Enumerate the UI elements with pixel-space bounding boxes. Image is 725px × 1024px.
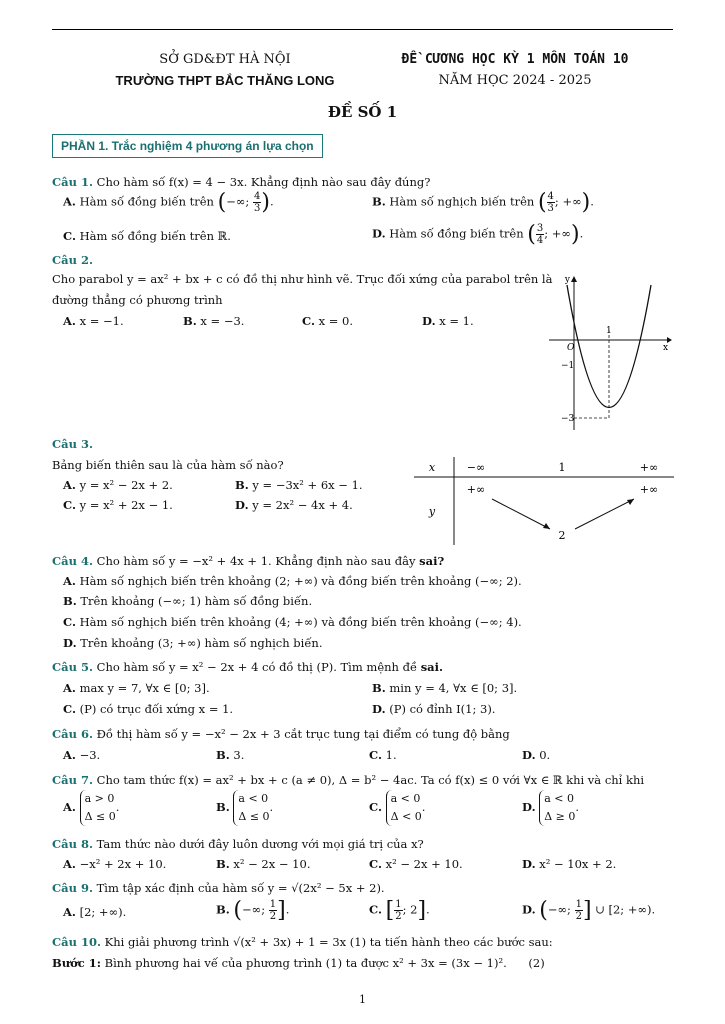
decrease-arrow — [492, 499, 550, 529]
q1-option-a: A. Hàm số đồng biến trên (−∞; $\frac{4}{3}$ ). — [63, 190, 274, 215]
q2-text-line-2: đường thẳng có phương trình — [52, 293, 223, 307]
q3-option-d: D. y = 2x² − 4x + 4. — [235, 498, 353, 512]
origin-label: O — [567, 343, 575, 353]
q2-option-d: D. x = 1. — [422, 314, 474, 328]
q1-option-b: B. Hàm số nghịch biến trên ( $\frac{4}{3}$ ; +∞). — [372, 190, 594, 215]
q4-option-a: A. Hàm số nghịch biến trên khoảng (2; +∞) và đồng biến trên khoảng (−∞; 2). — [63, 574, 522, 588]
question-1 — [52, 175, 430, 189]
increase-arrow — [575, 499, 634, 529]
q4-option-c: C. Hàm số nghịch biến trên khoảng (4; +∞) và đồng biến trên khoảng (−∞; 4). — [63, 615, 522, 629]
q5-option-d: D. (P) có đỉnh I(1; 3). — [372, 702, 496, 716]
q7-option-b: B. a < 0 Δ ≤ 0. — [216, 790, 273, 826]
q8-option-b: B. x² − 2x − 10. — [216, 857, 311, 871]
q7-option-c: C. a < 0 Δ < 0. — [369, 790, 425, 826]
tick-label-minus-3: −3 — [561, 414, 575, 424]
part-heading: PHẦN 1. Trắc nghiệm 4 phương án lựa chọn — [52, 134, 323, 158]
table-y-label: y — [428, 505, 436, 518]
top-rule — [52, 29, 673, 30]
q4-option-d: D. Trên khoảng (3; +∞) hàm số nghịch biến. — [63, 636, 323, 650]
q8-option-a: A. −x² + 2x + 10. — [63, 857, 167, 871]
question-label: Câu 3. — [52, 437, 93, 451]
question-text: Cho hàm số f(x) = 4 − 3x. Khẳng định nào sau đây đúng? — [96, 175, 431, 189]
school-name: TRƯỜNG THPT BẮC THĂNG LONG — [115, 73, 335, 88]
q2-option-c: C. x = 0. — [302, 314, 354, 328]
table-minus-infinity: −∞ — [466, 461, 486, 474]
department-name: SỞ GD&ĐT HÀ NỘI — [159, 52, 291, 67]
q4-option-b: B. Trên khoảng (−∞; 1) hàm số đồng biến. — [63, 594, 313, 608]
table-x-label: x — [428, 461, 436, 474]
question-9: Câu 9. Tìm tập xác định của hàm số y = √(2x² − 5x + 2). — [52, 881, 385, 895]
parabola-graph — [545, 270, 675, 435]
question-5: Câu 5. Cho hàm số y = x² − 2x + 4 có đồ thị (P). Tìm mệnh đề sai. — [52, 660, 443, 674]
q1-option-c: C. Hàm số đồng biến trên ℝ. — [63, 229, 231, 243]
table-plus-infinity: +∞ — [639, 461, 659, 474]
table-y-plus-infinity-right: +∞ — [639, 483, 659, 496]
tick-label-1: 1 — [606, 326, 612, 336]
q7-option-d: D. a < 0 Δ ≥ 0. — [522, 790, 579, 826]
q10-step-1: Bước 1: Bình phương hai vế của phương trình (1) ta được x² + 3x = (3x − 1)². (2) — [52, 956, 545, 970]
page-number: 1 — [359, 993, 366, 1006]
q7-option-a: A. a > 0 Δ ≤ 0. — [63, 790, 119, 826]
question-label: Câu 1. — [52, 175, 93, 189]
q8-option-d: D. x² − 10x + 2. — [522, 857, 617, 871]
question-10: Câu 10. Khi giải phương trình √(x² + 3x) + 1 = 3x (1) ta tiến hành theo các bước sau: — [52, 935, 553, 949]
q5-option-c: C. (P) có trục đối xứng x = 1. — [63, 702, 234, 716]
q8-option-c: C. x² − 2x + 10. — [369, 857, 463, 871]
q6-option-b: B. 3. — [216, 748, 245, 762]
q5-option-a: A. max y = 7, ∀x ∈ [0; 3]. — [63, 681, 210, 695]
question-4: Câu 4. Cho hàm số y = −x² + 4x + 1. Khẳng định nào sau đây sai? — [52, 554, 445, 568]
question-label: Câu 2. — [52, 253, 93, 267]
q3-option-b: B. y = −3x² + 6x − 1. — [235, 478, 363, 492]
q6-option-a: A. −3. — [63, 748, 101, 762]
question-7: Câu 7. Cho tam thức f(x) = ax² + bx + c (a ≠ 0), Δ = b² − 4ac. Ta có f(x) ≤ 0 với ∀x ∈ ℝ khi và chỉ khi — [52, 773, 645, 787]
outline-title: ĐỀ CƯƠNG HỌC KỲ 1 MÔN TOÁN 10 — [401, 52, 629, 67]
y-label: y — [564, 275, 570, 285]
q3-text: Bảng biến thiên sau là của hàm số nào? — [52, 458, 284, 472]
q6-option-d: D. 0. — [522, 748, 551, 762]
tick-label-minus-1: −1 — [561, 361, 575, 371]
q9-option-a: A. [2; +∞). — [63, 905, 127, 919]
y-axis-arrow-icon — [571, 276, 577, 282]
q3-option-c: C. y = x² + 2x − 1. — [63, 498, 173, 512]
q9-option-c: C. [ $\frac{1}{2}$ ; 2]. — [369, 898, 430, 923]
q3-option-a: A. y = x² − 2x + 2. — [63, 478, 173, 492]
q9-option-d: D. (−∞; $\frac{1}{2}$ ] ∪ [2; +∞). — [522, 898, 656, 923]
school-year: NĂM HỌC 2024 - 2025 — [438, 73, 592, 88]
q2-option-a: A. x = −1. — [63, 314, 124, 328]
q2-text-line-1: Cho parabol y = ax² + bx + c có đồ thị như hình vẽ. Trục đối xứng của parabol trên là — [52, 272, 553, 286]
exam-title: ĐỀ SỐ 1 — [327, 103, 398, 121]
q2-option-b: B. x = −3. — [183, 314, 245, 328]
variation-table — [412, 455, 677, 547]
q9-option-b: B. (−∞; $\frac{1}{2}$ ]. — [216, 898, 290, 923]
question-8: Câu 8. Tam thức nào dưới đây luôn dương với mọi giá trị của x? — [52, 837, 424, 851]
table-y-plus-infinity-left: +∞ — [466, 483, 486, 496]
table-min-value: 2 — [558, 529, 566, 542]
q6-option-c: C. 1. — [369, 748, 397, 762]
table-value-1: 1 — [558, 461, 566, 474]
q5-option-b: B. min y = 4, ∀x ∈ [0; 3]. — [372, 681, 518, 695]
q1-option-d: D. Hàm số đồng biến trên ( $\frac{3}{4}$ ; +∞). — [372, 222, 584, 247]
x-label: x — [663, 343, 669, 353]
question-6: Câu 6. Đồ thị hàm số y = −x² − 2x + 3 cắt trục tung tại điểm có tung độ bằng — [52, 727, 510, 741]
